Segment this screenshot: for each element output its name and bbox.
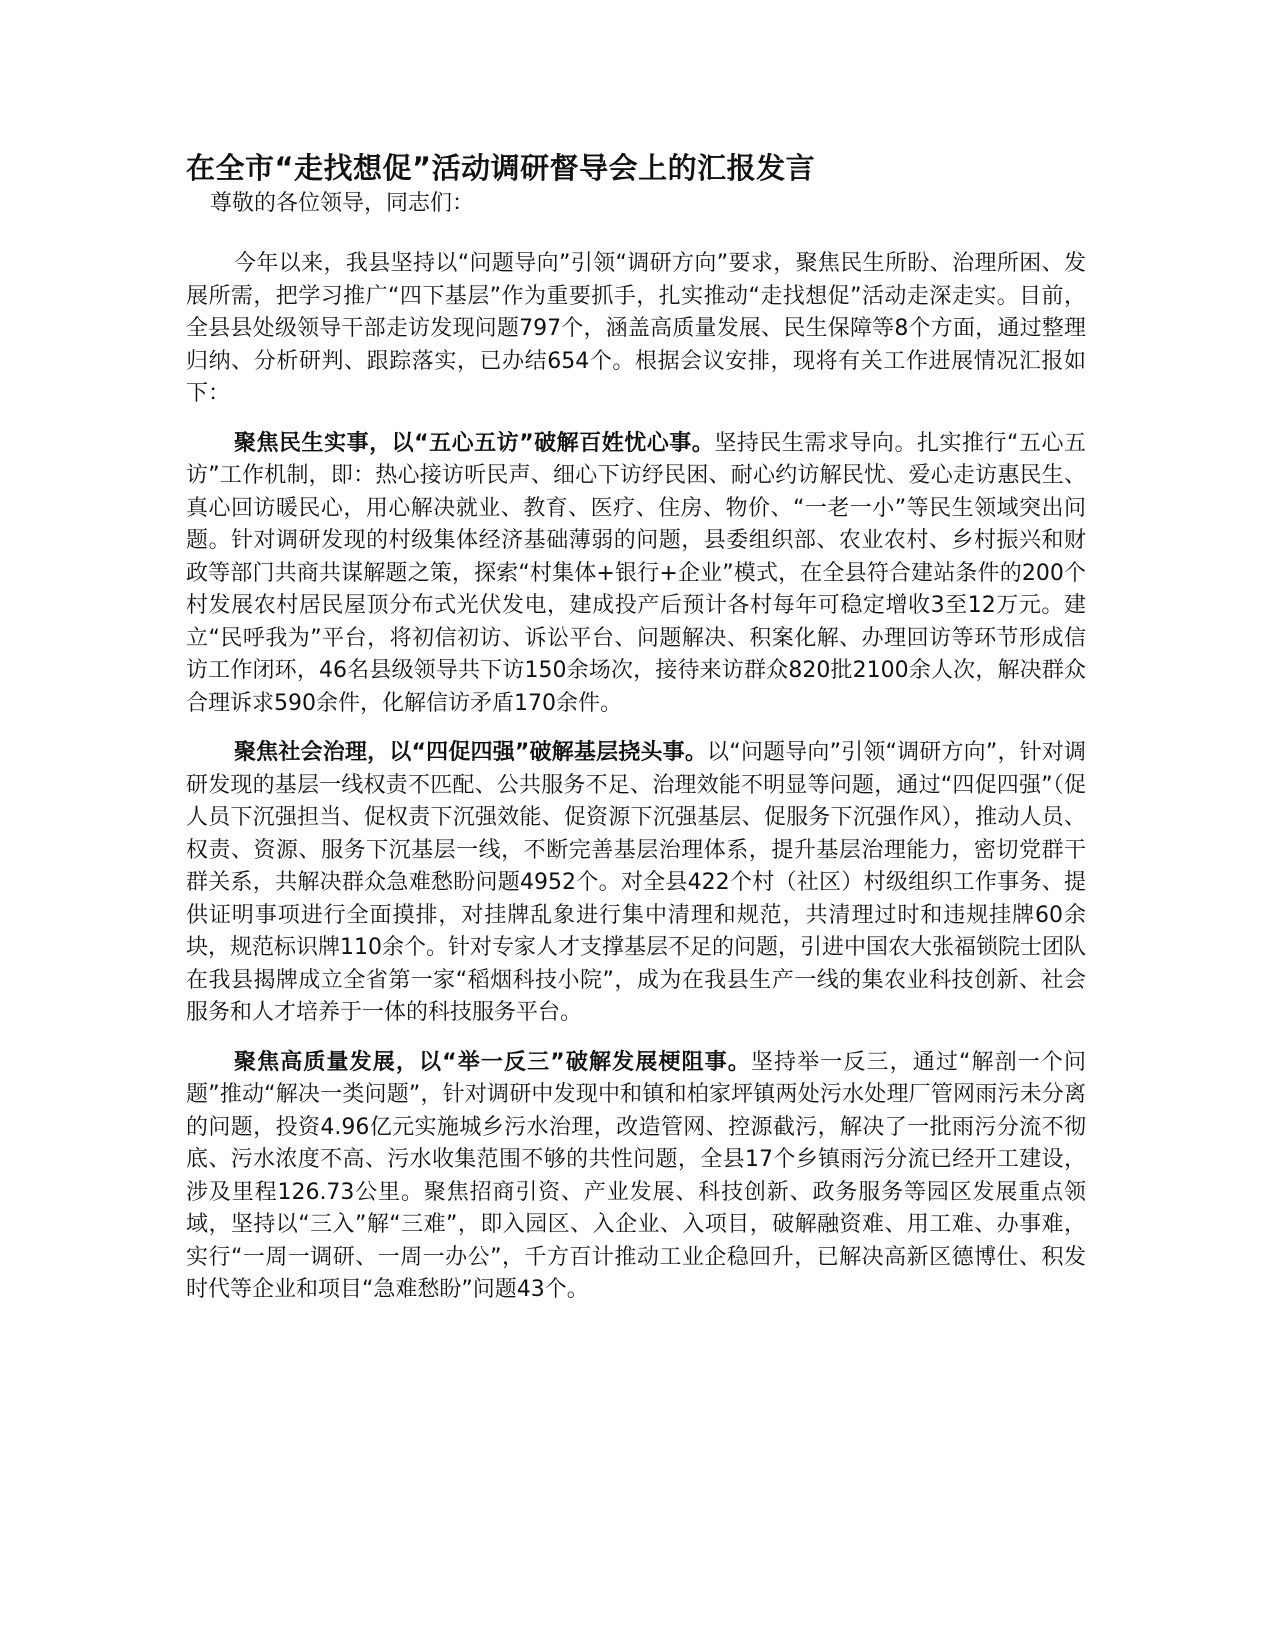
section-lead-livelihood: 聚焦民生实事，以“五心五访”破解百姓忧心事。 <box>234 430 715 456</box>
document-title: 在全市“走找想促”活动调研督导会上的汇报发言 <box>186 151 816 185</box>
section-body-governance: 以“问题导向”引领“调研方向”，针对调研发现的基层一线权责不匹配、公共服务不足、治理效能不明显等问题，通过“四促四强”（促人员下沉强担当、促权责下沉强效能、促资源下沉强基层、促服务下沉强作风），推动人员、权责、资源、服务下沉基层一线，不断完善基层治理体系，提升基层治理能力，密切党群干群关系，共解决群众急难愁盼问题4952个。对全县422个村（社区）村级组织工作事务、提供证明事项进行全面摸排，对挂牌乱象进行集中清理和规范，共清理过时和违规挂牌60余块，规范标识牌110余个。针对专家人才支撑基层不足的问题，引进中国农大张福锁院士团队在我县揭牌成立全省第一家“稻烟科技小院”，成为在我县生产一线的集农业科技创新、社会服务和人才培养于一体的科技服务平台。 <box>186 740 1087 1025</box>
document-page <box>186 148 1086 1307</box>
section-paragraph-development <box>186 1047 1086 1307</box>
section-lead-governance: 聚焦社会治理，以“四促四强”破解基层挠头事。 <box>234 740 708 765</box>
salutation: 尊敬的各位领导，同志们： <box>210 191 475 216</box>
section-body-livelihood: 坚持民生需求导向。扎实推行“五心五访”工作机制，即：热心接访听民声、细心下访纾民困、耐心约访解民忧、爱心走访惠民生、真心回访暖民心，用心解决就业、教育、医疗、住房、物价、“一老一小”等民生领域突出问题。针对调研发现的村级集体经济基础薄弱的问题，县委组织部、农业农村、乡村振兴和财政等部门共商共谋解题之策，探索“村集体+银行+企业”模式，在全县符合建站条件的200个村发展农村居民屋顶分布式光伏发电，建成投产后预计各村每年可稳定增收3至12万元。建立“民呼我为”平台，将初信初访、诉讼平台、问题解决、积案化解、办理回访等环节形成信访工作闭环，46名县级领导共下访150余场次，接待来访群众820批2100余人次，解决群众合理诉求590余件，化解信访矛盾170余件。 <box>186 430 1086 716</box>
section-lead-development: 聚焦高质量发展，以“举一反三”破解发展梗阻事。 <box>234 1049 751 1075</box>
section-body-development: 坚持举一反三，通过“解剖一个问题”推动“解决一类问题”，针对调研中发现中和镇和柏家坪镇两处污水处理厂管网雨污未分离的问题，投资4.96亿元实施城乡污水治理，改造管网、控源截污，解决了一批雨污分流不彻底、污水浓度不高、污水收集范围不够的共性问题，全县17个乡镇雨污分流已经开工建设，涉及里程126.73公里。聚焦招商引资、产业发展、科技创新、政务服务等园区发展重点领域，坚持以“三入”解“三难”，即入园区、入企业、入项目，破解融资难、用工难、办事难，实行“一周一调研、一周一办公”，千方百计推动工业企稳回升，已解决高新区德博仕、积发时代等企业和项目“急难愁盼”问题43个。 <box>186 1049 1086 1302</box>
section-paragraph-livelihood <box>186 428 1086 721</box>
section-paragraph-governance <box>186 737 1086 1030</box>
intro-paragraph: 今年以来，我县坚持以“问题导向”引领“调研方向”要求，聚焦民生所盼、治理所困、发展所需，把学习推广“四下基层”作为重要抓手，扎实推动“走找想促”活动走深走实。目前，全县县处级领导干部走访发现问题797个，涵盖高质量发展、民生保障等8个方面，通过整理归纳、分析研判、跟踪落实，已办结654个。根据会议安排，现将有关工作进展情况汇报如下： <box>186 251 1086 406</box>
